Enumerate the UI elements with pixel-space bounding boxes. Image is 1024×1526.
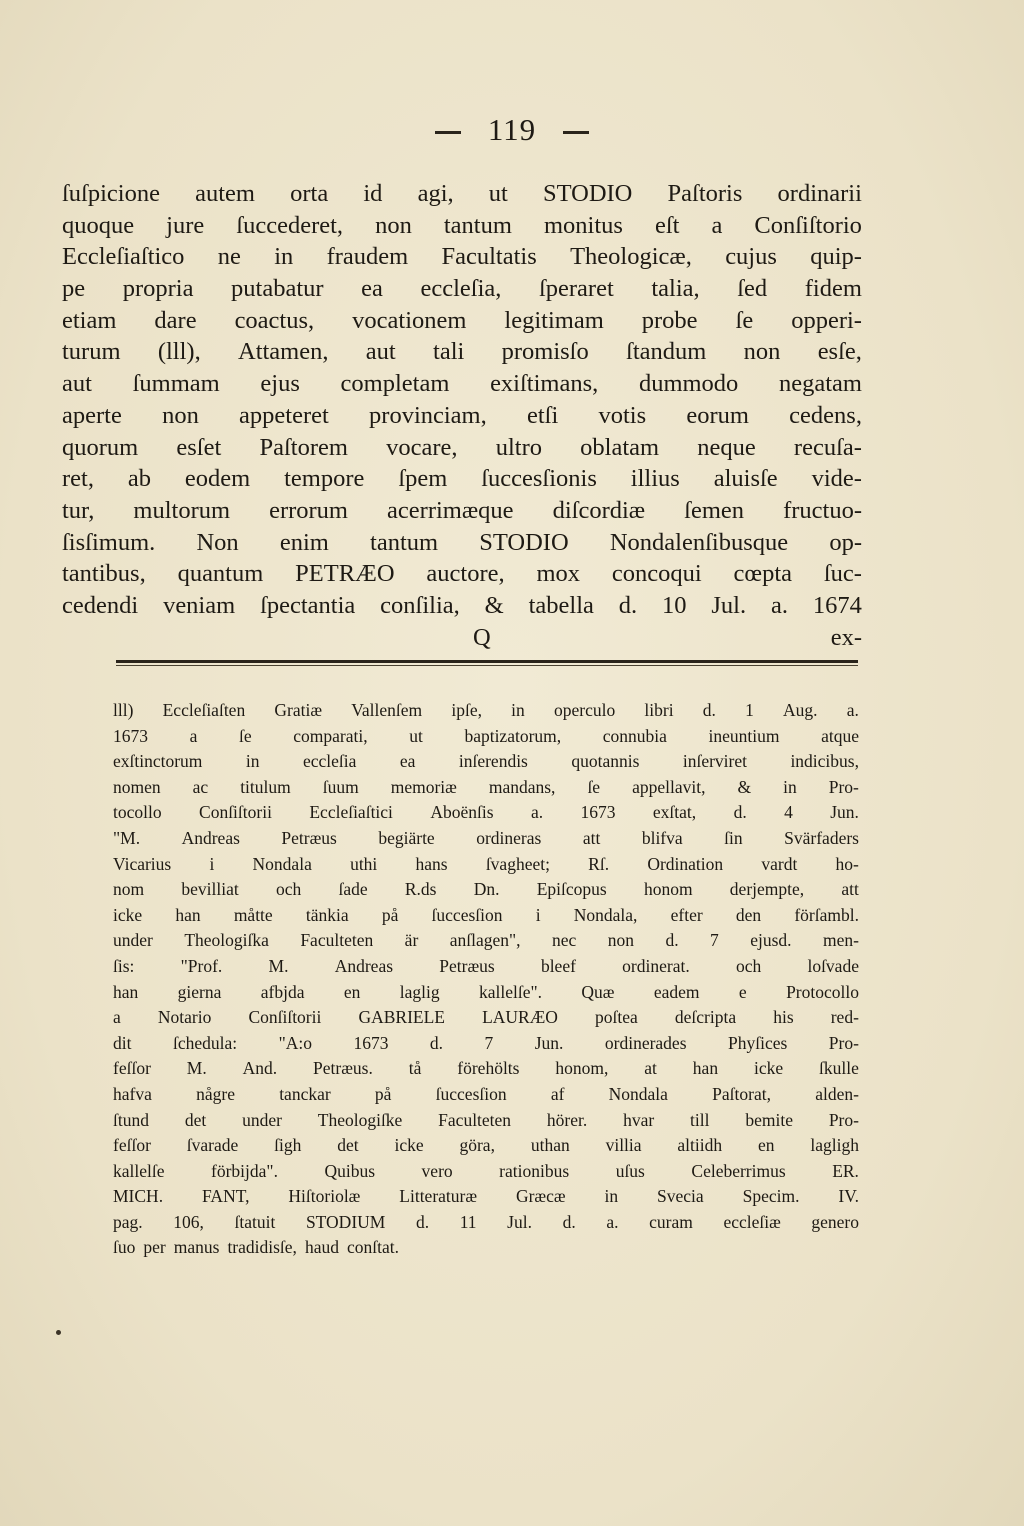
main-text-line: ret, ab eodem tempore ſpem ſuccesſionis illius aluisſe vide- xyxy=(62,465,862,493)
main-text-line: turum (lll), Attamen, aut tali promisſo ſtandum non esſe, xyxy=(62,338,862,366)
footnote-line: feſſor M. And. Petræus. tå förehölts honom, at han icke ſkulle xyxy=(113,1058,859,1079)
ink-spot xyxy=(56,1330,61,1335)
footnote-line: feſſor ſvarade ſigh det icke göra, uthan villia altiidh en lagligh xyxy=(113,1135,859,1156)
footnote-line: kallelſe förbijda". Quibus vero rationibus uſus Celeberrimus ER. xyxy=(113,1160,859,1181)
header-dash-right xyxy=(563,131,589,134)
footnote-line: lll) Eccleſiaſten Gratiæ Vallenſem ipſe, in operculo libri d. 1 Aug. a. xyxy=(113,700,859,720)
footnote-separator-thin xyxy=(116,665,858,666)
main-text-line: aut ſummam ejus completam exiſtimans, dummodo negatam xyxy=(62,370,862,398)
footnote-line: dit ſchedula: "A:o 1673 d. 7 Jun. ordinerades Phyſices Pro- xyxy=(113,1032,859,1053)
main-text-line: tantibus, quantum PETRÆO auctore, mox concoqui cœpta ſuc- xyxy=(62,560,862,588)
footnote-line: icke han måtte tänkia på ſuccesſion i Nondala, efter den förſambl. xyxy=(113,904,859,925)
footnote-line: ſis: "Prof. M. Andreas Petræus bleef ordinerat. och loſvade xyxy=(113,955,859,976)
page-header xyxy=(0,112,1024,148)
footnote-line: pag. 106, ſtatuit STODIUM d. 11 Jul. d. a. curam eccleſiæ genero xyxy=(113,1211,859,1232)
main-text-line: aperte non appeteret provinciam, etſi votis eorum cedens, xyxy=(62,401,862,429)
main-text-line: tur, multorum errorum acerrimæque diſcordiæ ſemen fructuo- xyxy=(62,496,862,524)
footnote-line: exſtinctorum in eccleſia ea inſerendis quotannis inſerviret indicibus, xyxy=(113,751,859,772)
main-text-line: ſisſimum. Non enim tantum STODIO Nondalenſibusque op- xyxy=(62,528,862,556)
footnote-line: hafva någre tanckar på ſuccesſion af Nondala Paſtorat, alden- xyxy=(113,1083,859,1104)
main-text-line: pe propria putabatur ea eccleſia, ſperaret talia, ſed fidem xyxy=(62,275,862,303)
footnote-line: han gierna afbjda en laglig kallelſe". Quæ eadem e Protocollo xyxy=(113,981,859,1002)
main-text-line: ſuſpicione autem orta id agi, ut STODIO Paſtoris ordinarii xyxy=(62,180,862,207)
footnote-line: nomen ac titulum ſuum memoriæ mandans, ſe appellavit, & in Pro- xyxy=(113,776,859,797)
main-text-line: cedendi veniam ſpectantia conſilia, & tabella d. 10 Jul. a. 1674 xyxy=(62,591,862,619)
page-number: 119 xyxy=(487,112,537,147)
footnote-line: MICH. FANT, Hiſtoriolæ Litteraturæ Græcæ in Svecia Specim. IV. xyxy=(113,1186,859,1207)
footnote-line: "M. Andreas Petræus begiärte ordineras att blifva ſin Svärfaders xyxy=(113,827,859,848)
header-dash-left xyxy=(435,131,461,134)
main-text xyxy=(62,178,862,653)
main-text-line: quoque jure ſuccederet, non tantum monitus eſt a Conſiſtorio xyxy=(62,211,862,239)
footnote-separator xyxy=(116,660,858,663)
footnote-line: ſuo per manus tradidisſe, haud conſtat. xyxy=(113,1237,399,1258)
footnote-line: 1673 a ſe comparati, ut baptizatorum, connubia ineuntium atque xyxy=(113,725,859,746)
main-text-line: etiam dare coactus, vocationem legitimam probe ſe opperi- xyxy=(62,306,862,334)
footnote-line: tocollo Conſiſtorii Eccleſiaſtici Aboënſis a. 1673 exſtat, d. 4 Jun. xyxy=(113,802,859,823)
footnote xyxy=(113,698,859,1261)
footnote-line: under Theologiſka Faculteten är anſlagen", nec non d. 7 ejusd. men- xyxy=(113,930,859,951)
main-text-line: Q ex- xyxy=(473,623,862,651)
main-text-line: quorum esſet Paſtorem vocare, ultro oblatam neque recuſa- xyxy=(62,433,862,461)
footnote-line: Vicarius i Nondala uthi hans ſvagheet; Rſ. Ordination vardt ho- xyxy=(113,853,859,874)
footnote-line: nom bevilliat och ſade R.ds Dn. Epiſcopus honom derjempte, att xyxy=(113,879,859,900)
footnote-line: ſtund det under Theologiſke Faculteten hörer. hvar till bemite Pro- xyxy=(113,1109,859,1130)
footnote-line: a Notario Conſiſtorii GABRIELE LAURÆO poſtea deſcripta his red- xyxy=(113,1007,859,1028)
main-text-line: Eccleſiaſtico ne in fraudem Facultatis Theologicæ, cujus quip- xyxy=(62,243,862,271)
